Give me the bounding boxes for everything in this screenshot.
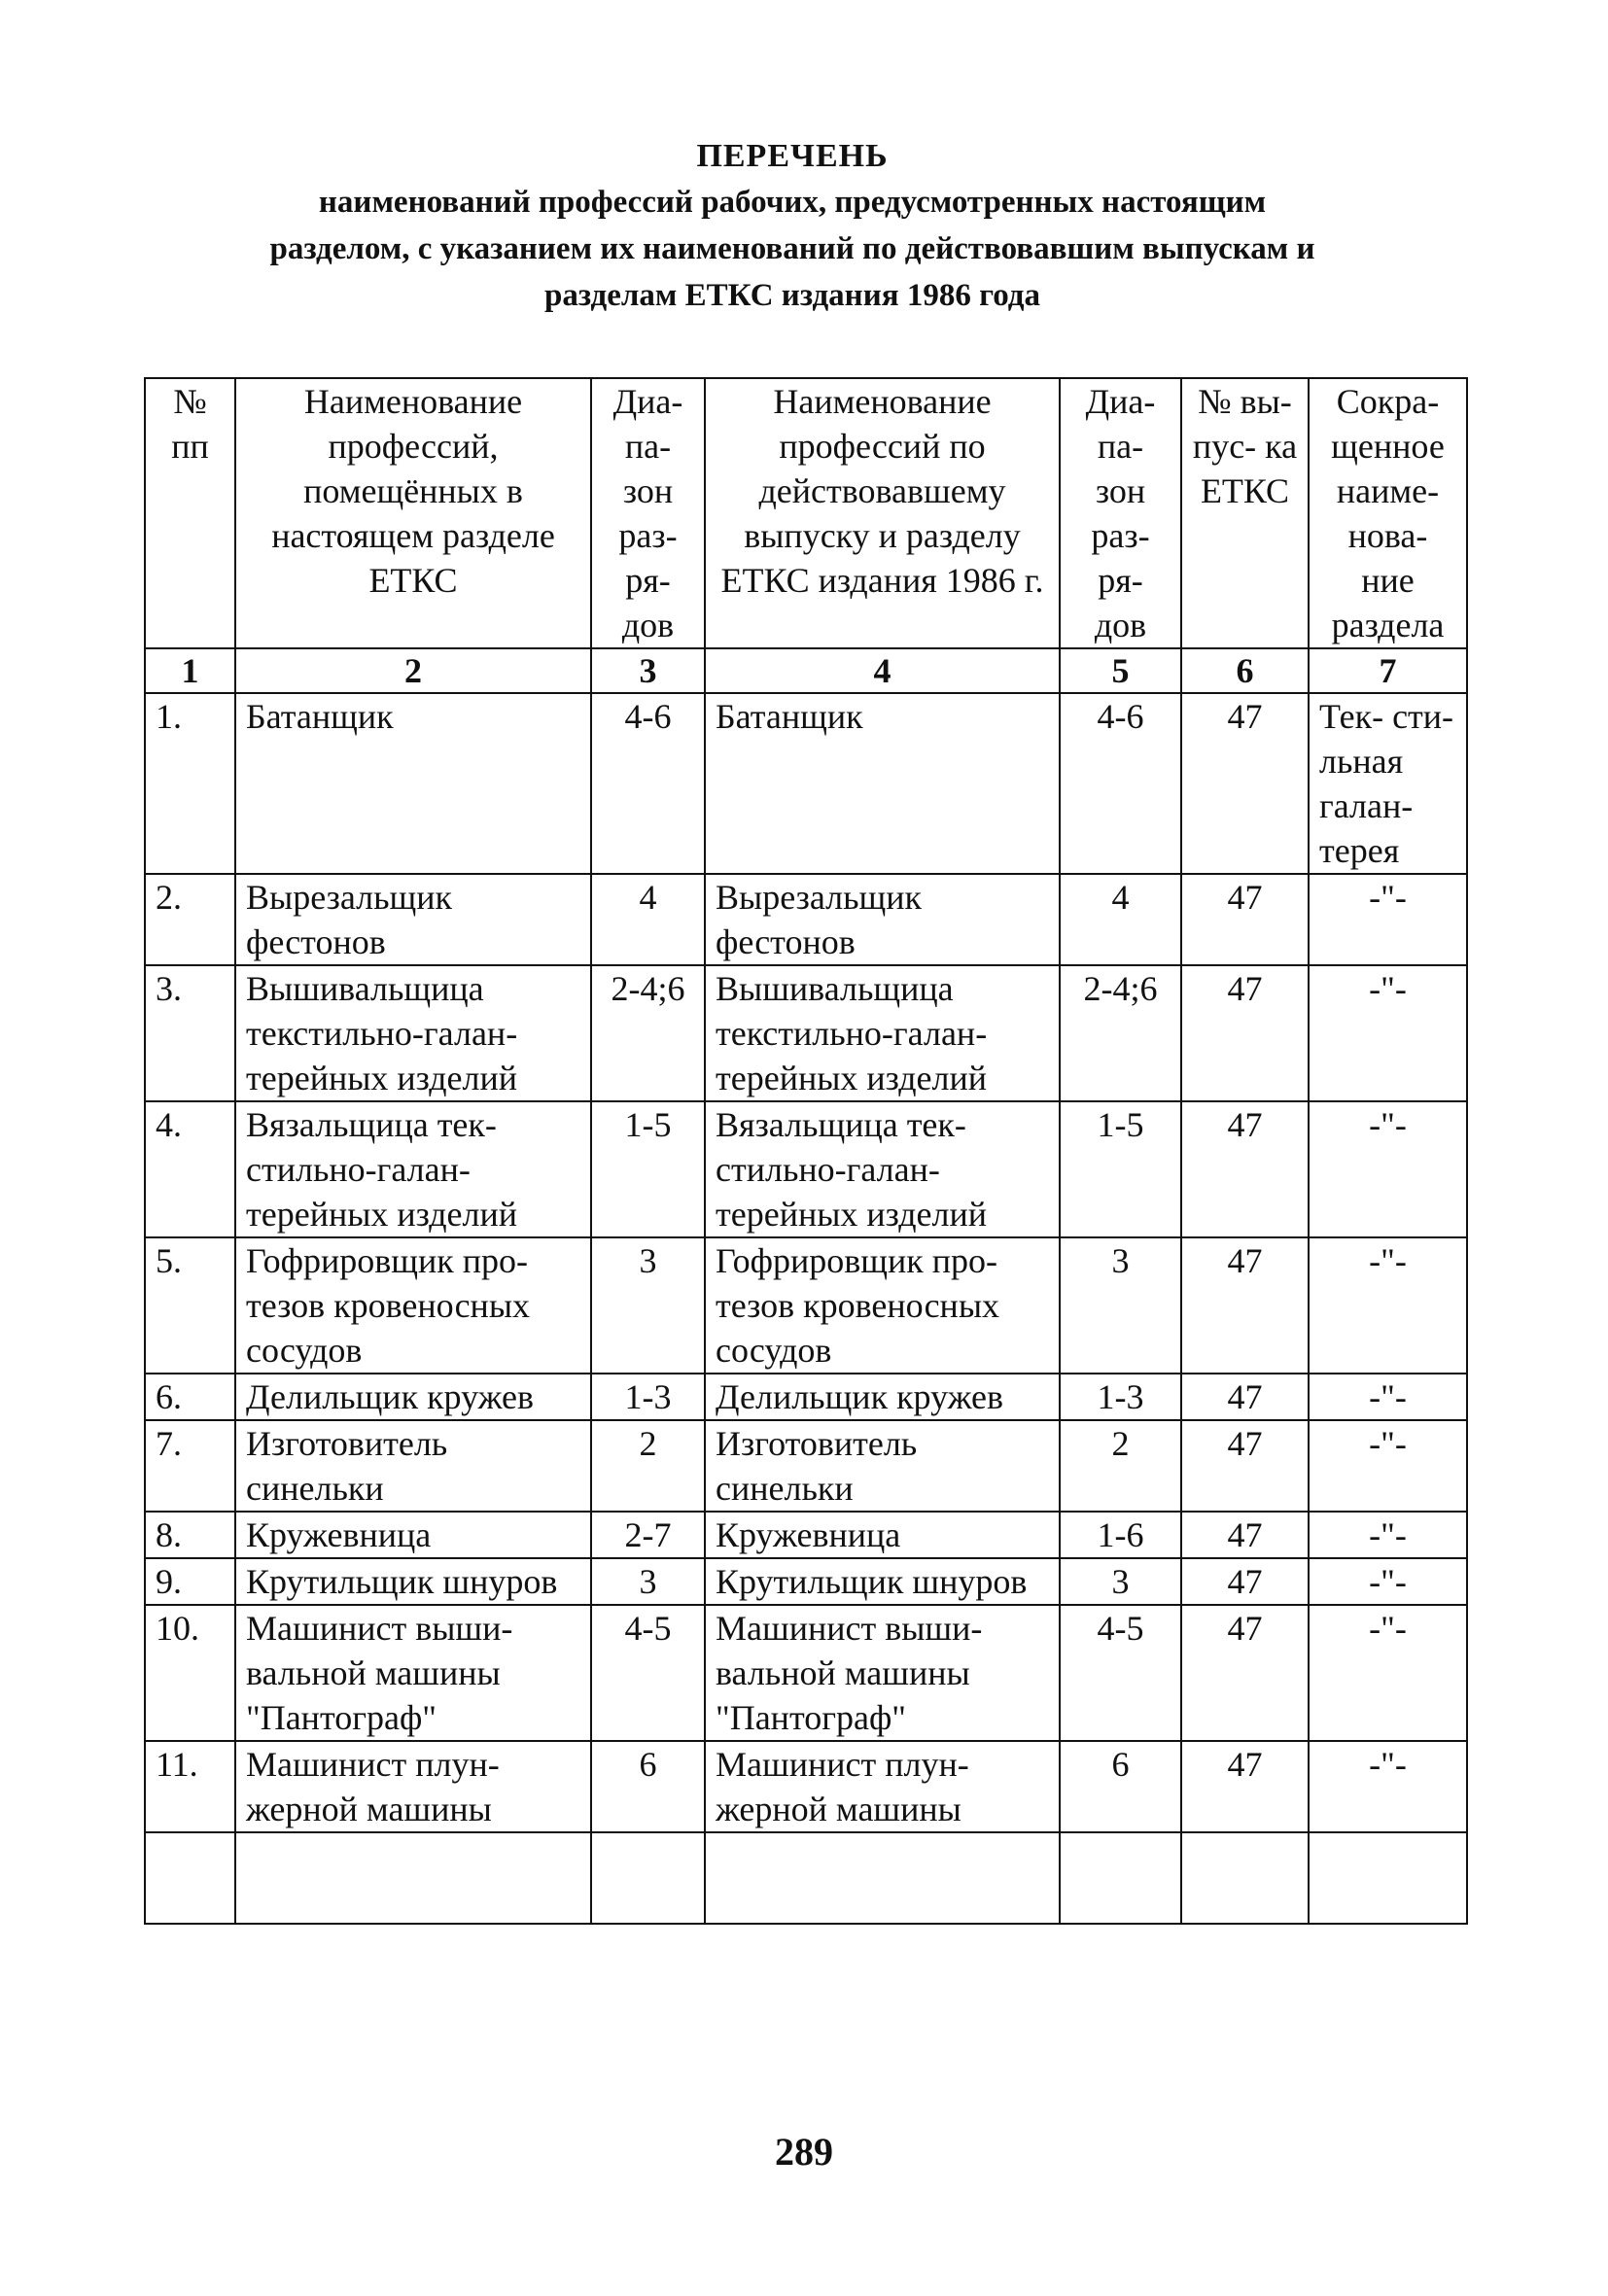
table-row xyxy=(145,693,1467,874)
section-short-name-cell: -"- xyxy=(1309,1512,1467,1558)
header-grade-range-current: Диа- па- зон раз- ря- дов xyxy=(591,378,705,648)
table-cell-empty xyxy=(591,1832,705,1924)
issue-number-cell: 47 xyxy=(1181,1374,1309,1420)
profession-1986-cell: Машинист плун- жерной машины xyxy=(705,1741,1060,1832)
section-short-name-cell: -"- xyxy=(1309,1558,1467,1605)
section-short-name-cell: -"- xyxy=(1309,1101,1467,1237)
grade-range-current-cell: 2-7 xyxy=(591,1512,705,1558)
issue-number-cell: 47 xyxy=(1181,1101,1309,1237)
header-issue-number: № вы- пус- ка ЕТКС xyxy=(1181,378,1309,648)
profession-1986-cell: Машинист выши- вальной машины "Пантограф" xyxy=(705,1605,1060,1741)
row-number-cell: 1. xyxy=(145,693,235,874)
column-number: 6 xyxy=(1181,648,1309,693)
profession-1986-cell: Крутильщик шнуров xyxy=(705,1558,1060,1605)
profession-current-cell: Изготовитель синельки xyxy=(235,1420,591,1512)
grade-range-current-cell: 6 xyxy=(591,1741,705,1832)
header-grade-range-1986: Диа- па- зон раз- ря- дов xyxy=(1060,378,1181,648)
profession-current-cell: Машинист выши- вальной машины "Пантограф" xyxy=(235,1605,591,1741)
profession-current-cell: Вырезальщик фестонов xyxy=(235,874,591,965)
professions-table xyxy=(144,377,1468,1925)
issue-number-cell: 47 xyxy=(1181,1558,1309,1605)
column-number: 1 xyxy=(145,648,235,693)
table-row xyxy=(145,1101,1467,1237)
profession-current-cell: Машинист плун- жерной машины xyxy=(235,1741,591,1832)
column-number: 3 xyxy=(591,648,705,693)
header-profession-current: Наименование профессий, помещённых в настоящем разделе ЕТКС xyxy=(235,378,591,648)
grade-range-1986-cell: 3 xyxy=(1060,1237,1181,1374)
row-number-cell: 3. xyxy=(145,965,235,1101)
table-row xyxy=(145,1512,1467,1558)
table-row xyxy=(145,1741,1467,1832)
grade-range-current-cell: 1-5 xyxy=(591,1101,705,1237)
table-row xyxy=(145,1605,1467,1741)
document-subtitle-line-2: разделом, с указанием их наименований по действовавшим выпускам и xyxy=(269,231,1315,266)
table-row xyxy=(145,1374,1467,1420)
grade-range-1986-cell: 4-5 xyxy=(1060,1605,1181,1741)
grade-range-current-cell: 3 xyxy=(591,1237,705,1374)
profession-1986-cell: Делильщик кружев xyxy=(705,1374,1060,1420)
grade-range-current-cell: 4-5 xyxy=(591,1605,705,1741)
row-number-cell: 10. xyxy=(145,1605,235,1741)
section-short-name-cell: -"- xyxy=(1309,1741,1467,1832)
section-short-name-cell: -"- xyxy=(1309,1420,1467,1512)
table-row xyxy=(145,1420,1467,1512)
section-short-name-cell: -"- xyxy=(1309,965,1467,1101)
profession-current-cell: Вышивальщица текстильно-галан- терейных изделий xyxy=(235,965,591,1101)
grade-range-current-cell: 3 xyxy=(591,1558,705,1605)
table-cell-empty xyxy=(1181,1832,1309,1924)
grade-range-1986-cell: 1-5 xyxy=(1060,1101,1181,1237)
table-body xyxy=(145,693,1467,1832)
row-number-cell: 6. xyxy=(145,1374,235,1420)
issue-number-cell: 47 xyxy=(1181,1237,1309,1374)
column-number-row xyxy=(145,648,1467,693)
column-number: 2 xyxy=(235,648,591,693)
profession-current-cell: Батанщик xyxy=(235,693,591,874)
grade-range-1986-cell: 2 xyxy=(1060,1420,1181,1512)
row-number-cell: 9. xyxy=(145,1558,235,1605)
grade-range-1986-cell: 4-6 xyxy=(1060,693,1181,874)
grade-range-1986-cell: 2-4;6 xyxy=(1060,965,1181,1101)
row-number-cell: 8. xyxy=(145,1512,235,1558)
grade-range-1986-cell: 1-3 xyxy=(1060,1374,1181,1420)
profession-current-cell: Гофрировщик про- тезов кровеносных сосудов xyxy=(235,1237,591,1374)
grade-range-current-cell: 4 xyxy=(591,874,705,965)
section-short-name-cell: -"- xyxy=(1309,874,1467,965)
profession-1986-cell: Вырезальщик фестонов xyxy=(705,874,1060,965)
document-subtitle-line-3: разделам ЕТКС издания 1986 года xyxy=(544,278,1040,313)
table-cell-empty xyxy=(145,1832,235,1924)
page-number: 289 xyxy=(775,2130,833,2174)
table-cell-empty xyxy=(1309,1832,1467,1924)
column-number: 4 xyxy=(705,648,1060,693)
issue-number-cell: 47 xyxy=(1181,1420,1309,1512)
header-profession-1986: Наименование профессий по действовавшему выпуску и разделу ЕТКС издания 1986 г. xyxy=(705,378,1060,648)
header-section-short-name: Сокра- щенное наиме- нова- ние раздела xyxy=(1309,378,1467,648)
row-number-cell: 5. xyxy=(145,1237,235,1374)
grade-range-1986-cell: 4 xyxy=(1060,874,1181,965)
grade-range-1986-cell: 3 xyxy=(1060,1558,1181,1605)
profession-1986-cell: Изготовитель синельки xyxy=(705,1420,1060,1512)
grade-range-current-cell: 2 xyxy=(591,1420,705,1512)
document-title: ПЕРЕЧЕНЬ xyxy=(696,138,889,174)
section-short-name-cell: -"- xyxy=(1309,1605,1467,1741)
row-number-cell: 11. xyxy=(145,1741,235,1832)
table-row xyxy=(145,1558,1467,1605)
column-number: 5 xyxy=(1060,648,1181,693)
issue-number-cell: 47 xyxy=(1181,693,1309,874)
table-cell-empty xyxy=(1060,1832,1181,1924)
table-cell-empty xyxy=(235,1832,591,1924)
table-row xyxy=(145,874,1467,965)
profession-1986-cell: Кружевница xyxy=(705,1512,1060,1558)
section-short-name-cell: -"- xyxy=(1309,1374,1467,1420)
table-row-empty xyxy=(145,1832,1467,1924)
row-number-cell: 2. xyxy=(145,874,235,965)
header-number: № пп xyxy=(145,378,235,648)
issue-number-cell: 47 xyxy=(1181,1741,1309,1832)
profession-1986-cell: Гофрировщик про- тезов кровеносных сосудов xyxy=(705,1237,1060,1374)
issue-number-cell: 47 xyxy=(1181,965,1309,1101)
issue-number-cell: 47 xyxy=(1181,874,1309,965)
grade-range-current-cell: 4-6 xyxy=(591,693,705,874)
profession-current-cell: Кружевница xyxy=(235,1512,591,1558)
table-cell-empty xyxy=(705,1832,1060,1924)
section-short-name-cell: Тек- сти- льная галан- терея xyxy=(1309,693,1467,874)
profession-1986-cell: Батанщик xyxy=(705,693,1060,874)
profession-1986-cell: Вязальщица тек- стильно-галан- терейных изделий xyxy=(705,1101,1060,1237)
issue-number-cell: 47 xyxy=(1181,1512,1309,1558)
profession-current-cell: Делильщик кружев xyxy=(235,1374,591,1420)
table-row xyxy=(145,1237,1467,1374)
row-number-cell: 7. xyxy=(145,1420,235,1512)
issue-number-cell: 47 xyxy=(1181,1605,1309,1741)
section-short-name-cell: -"- xyxy=(1309,1237,1467,1374)
document-heading xyxy=(117,134,1468,319)
document-subtitle-line-1: наименований профессий рабочих, предусмотренных настоящим xyxy=(318,185,1267,220)
grade-range-1986-cell: 1-6 xyxy=(1060,1512,1181,1558)
profession-current-cell: Вязальщица тек- стильно-галан- терейных изделий xyxy=(235,1101,591,1237)
grade-range-1986-cell: 6 xyxy=(1060,1741,1181,1832)
table-row xyxy=(145,965,1467,1101)
table-header-row xyxy=(145,378,1467,648)
grade-range-current-cell: 2-4;6 xyxy=(591,965,705,1101)
profession-current-cell: Крутильщик шнуров xyxy=(235,1558,591,1605)
column-number: 7 xyxy=(1309,648,1467,693)
row-number-cell: 4. xyxy=(145,1101,235,1237)
grade-range-current-cell: 1-3 xyxy=(591,1374,705,1420)
profession-1986-cell: Вышивальщица текстильно-галан- терейных изделий xyxy=(705,965,1060,1101)
